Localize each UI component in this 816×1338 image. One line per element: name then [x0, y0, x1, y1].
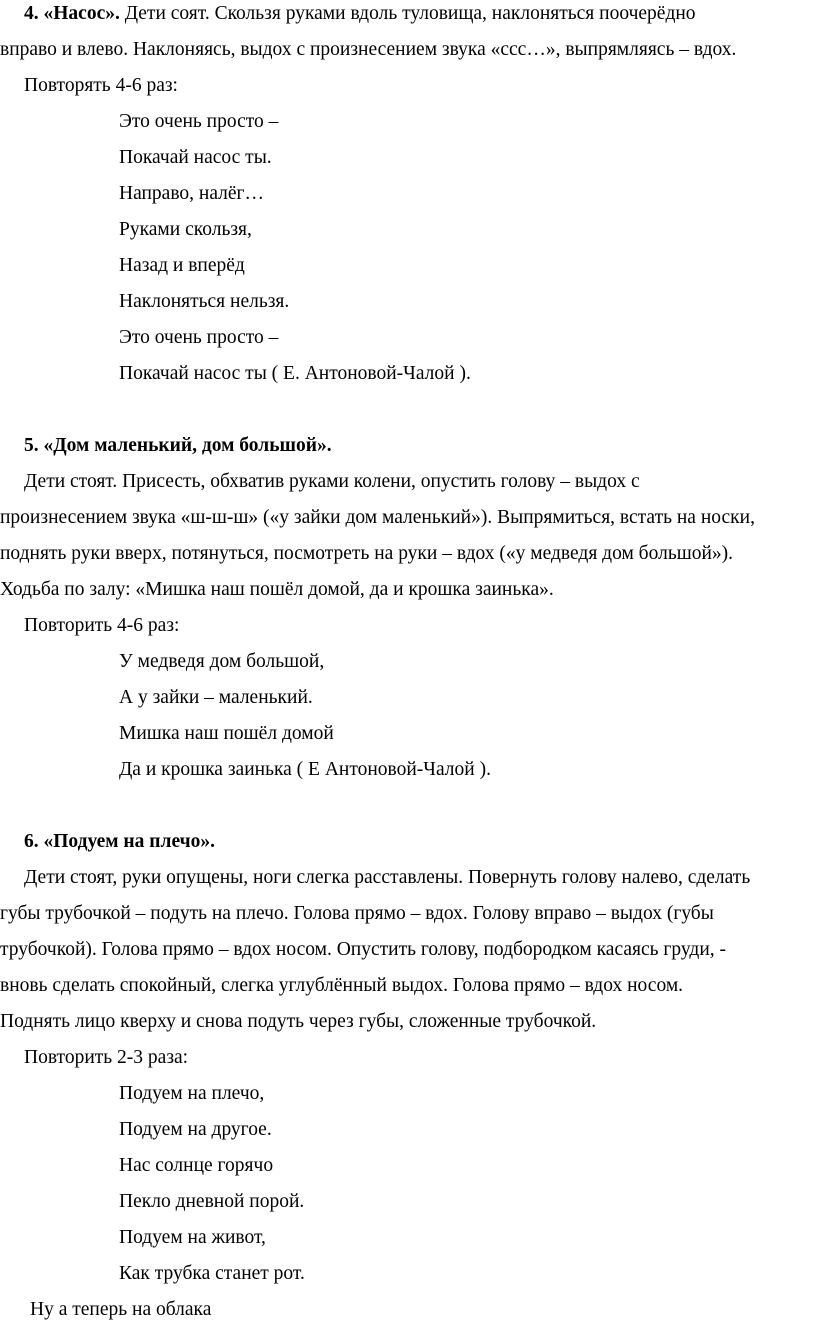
section4-first-line — [24, 2, 696, 26]
section5-paragraph-line: поднять руки вверх, потянуться, посмотреть на руки – вдох («у медведя дом большой»). — [0, 543, 734, 564]
verse-line: Да и крошка заинька ( Е Антоновой-Чалой ). — [119, 759, 491, 780]
verse-line: Назад и вперёд — [119, 255, 245, 276]
section6-heading: 6. «Подуем на плечо». — [24, 831, 216, 852]
verse-line: Это очень просто – — [119, 111, 279, 132]
verse-line: Руками скользя, — [119, 219, 252, 240]
verse-line: Направо, налёг… — [119, 183, 265, 204]
verse-line: У медведя дом большой, — [119, 651, 325, 672]
verse-line: Подуем на другое. — [119, 1119, 272, 1140]
section4-paragraph-line: вправо и влево. Наклоняясь, выдох с произнесением звука «ссс…», выпрямляясь – вдох. — [0, 39, 737, 60]
verse-line: Наклоняться нельзя. — [119, 291, 290, 312]
section6-paragraph-line: вновь сделать спокойный, слегка углублённый выдох. Голова прямо – вдох носом. — [0, 975, 684, 996]
verse-line: Покачай насос ты. — [119, 147, 272, 168]
verse-line: Нас солнце горячо — [119, 1155, 274, 1176]
section4-heading: 4. «Насос». — [24, 3, 120, 24]
verse-line: Подуем на живот, — [119, 1227, 266, 1248]
verse-line: Пекло дневной порой. — [119, 1191, 305, 1212]
section6-paragraph-line: трубочкой). Голова прямо – вдох носом. Опустить голову, подбородком касаясь груди, - — [0, 939, 727, 960]
section4-repeat: Повторять 4-6 раз: — [24, 75, 178, 96]
verse-line: Покачай насос ты ( Е. Антоновой-Чалой ). — [119, 363, 471, 384]
section5-paragraph-line: Ходьба по залу: «Мишка наш пошёл домой, да и крошка заинька». — [0, 579, 554, 600]
last-line: Ну а теперь на облака — [30, 1299, 212, 1320]
section5-repeat: Повторить 4-6 раз: — [24, 615, 180, 636]
section6-paragraph-line: Поднять лицо кверху и снова подуть через губы, сложенные трубочкой. — [0, 1011, 597, 1032]
section6-paragraph-line: Дети стоят, руки опущены, ноги слегка расставлены. Повернуть голову налево, сделать — [24, 867, 751, 888]
verse-line: А у зайки – маленький. — [119, 687, 313, 708]
section5-paragraph-line: Дети стоят. Присесть, обхватив руками колени, опустить голову – выдох с — [24, 471, 640, 492]
verse-line: Это очень просто – — [119, 327, 279, 348]
verse-line: Мишка наш пошёл домой — [119, 723, 334, 744]
section4-intro: Дети соят. Скользя руками вдоль туловища, наклоняться поочерёдно — [119, 3, 696, 24]
section6-repeat: Повторить 2-3 раза: — [24, 1047, 189, 1068]
section6-paragraph-line: губы трубочкой – подуть на плечо. Голова прямо – вдох. Голову вправо – выдох (губы — [0, 903, 714, 924]
verse-line: Подуем на плечо, — [119, 1083, 265, 1104]
section5-heading: 5. «Дом маленький, дом большой». — [24, 435, 332, 456]
section5-paragraph-line: произнесением звука «ш-ш-ш» («у зайки дом маленький»). Выпрямиться, встать на носки, — [0, 507, 755, 528]
verse-line: Как трубка станет рот. — [119, 1263, 305, 1284]
